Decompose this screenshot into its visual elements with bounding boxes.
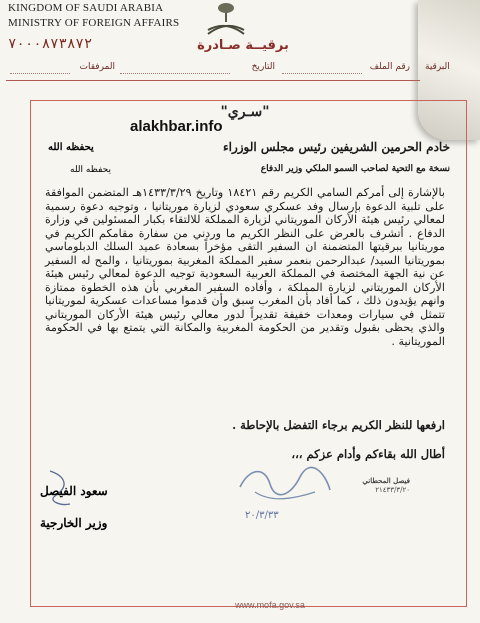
- watermark: alakhbar.info: [130, 118, 223, 135]
- addressee-honorific: يحفظه الله: [48, 142, 94, 153]
- signatory-name: سعود الفيصل: [40, 484, 108, 498]
- serial-number: ٧٠٠٠٨٧٣٨٧٢: [8, 36, 93, 52]
- closing-request: ارفعها للنظر الكريم برجاء التفضل بالإحاطة .: [232, 418, 445, 432]
- document-type-title: برقيــة صـادرة: [197, 38, 289, 53]
- meta-fields: [0, 60, 420, 76]
- header-rule: [6, 80, 420, 81]
- saudi-emblem-icon: [200, 0, 252, 40]
- field-attachments-line: [10, 73, 70, 74]
- closing-salutation: أطال الله بقاءكم وأدام عزكم ،،،: [291, 447, 445, 461]
- body-frame: [30, 100, 467, 607]
- stamp-number: ٢١٤٣٣/٣/٢٠: [375, 486, 410, 494]
- cc-honorific: يحفظه الله: [70, 165, 111, 175]
- addressee: خادم الحرمين الشريفين رئيس مجلس الوزراء: [222, 140, 450, 154]
- signatory-title: وزير الخارجية: [40, 516, 108, 530]
- field-number-line: [282, 73, 362, 74]
- handwritten-signature: [230, 462, 340, 517]
- ministry-label: MINISTRY OF FOREIGN AFFAIRS: [8, 17, 180, 29]
- field-attachments-label: المرفقات: [79, 62, 115, 72]
- kingdom-label: KINGDOM OF SAUDI ARABIA: [8, 2, 164, 14]
- field-cable-label: البرقية: [425, 62, 450, 72]
- stamp-name: فيصل المحطاني: [362, 476, 410, 485]
- cc-line: نسخة مع التحية لصاحب السمو الملكي وزير الدفاع: [260, 164, 450, 174]
- field-number-label: رقم الملف: [369, 62, 410, 72]
- classification-label: "سـري": [220, 104, 270, 120]
- field-date-line: [120, 73, 230, 74]
- body-paragraph: بالإشارة إلى أمركم السامي الكريم رقم ١٨٤٢١ وتاريخ ١٤٣٣/٣/٢٩هـ المتضمن الموافقة على تلبية الدعوة بإرسال وفد عسكري سعودي لزيارة موريتانيا ، وتوجيه دعوة رسمية لمعالي رئيس هيئة الأركان الموريتاني لزيارة المملكة للالتقاء بكبار المسئولين في وزارة الدفاع . أتشرف بالعرض على النظر الكريم ما وردني من سفارة مقامكم الكريم في موريتانيا ببرقيتها المتضمنة ان السفير التقى مؤخراً بسعادة عميد السلك الدبلوماسي بموريتانيا السيد/ عبدالرحمن بنعمر سفير المملكة المغربية بموريتانيا ، والمح له السفير عن نية الجهة المختصة في المملكة العربية السعودية توجيه الدعوة لمعالي رئيس هيئة الأركان الموريتاني لزيارة المملكة ، وأفاده السفير المغربي بأن هذه الخطوة ممتازة وانهم يؤيدون ذلك ، كما أفاد بأن المغرب سبق وأن قدموا مساعدات عسكرية لموريتانيا تتمثل في سيارات ومعدات خفيفة تقديراً لدور معالي رئيس هيئة الأركان الموريتاني والذي يحظى بقبول وتقدير من الحكومة المغربية والمكانة التي يتمتع بها في الحكومة الموريتانية .: [45, 186, 445, 348]
- footer-website: www.mofa.gov.sa: [235, 600, 305, 610]
- handwritten-date: ٢٠/٣/٣٣: [245, 510, 279, 521]
- field-date-label: التاريخ: [251, 62, 275, 72]
